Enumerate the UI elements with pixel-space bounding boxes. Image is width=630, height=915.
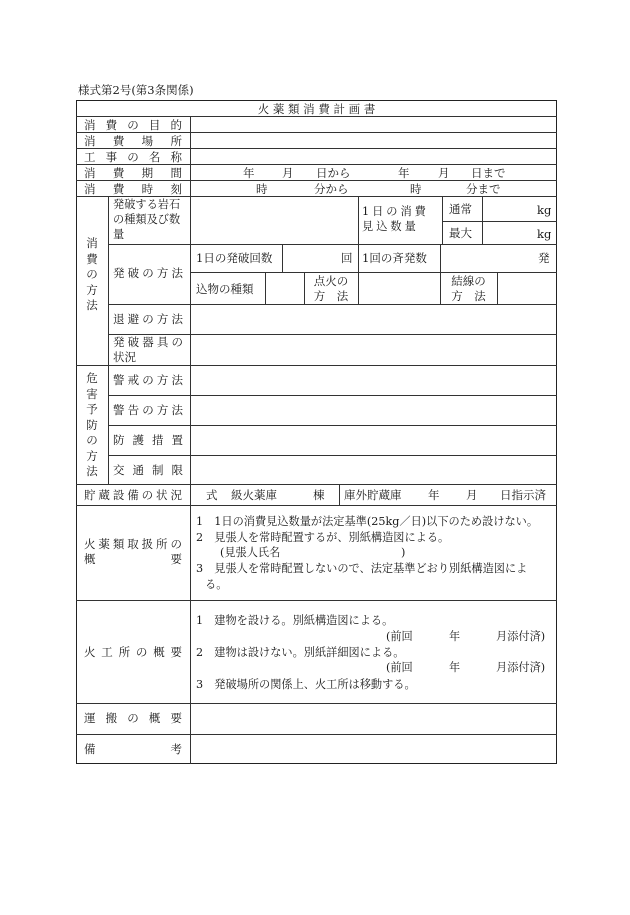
rule [108,455,557,456]
handling-item-1: 1 1日の消費見込数量が法定基準(25kg／日)以下のため設けない。 [196,515,539,528]
traffic-label: 交 通 制 限 [113,463,183,477]
rule [76,703,557,704]
handling-label-text: 概 要 [84,552,182,566]
ignition-method-label-2: 方 法 [313,289,349,303]
fire-item-2-prev: (前回 [386,661,413,674]
fire-item-1: 1 建物を設ける。別紙構造図による。 [196,614,394,627]
period-month-from: 月 [282,166,294,180]
equipment-label-2: 状況 [113,350,136,364]
method-group-label: 消費の方法 [86,236,98,312]
row-label-time: 消 費 時 刻 [84,182,182,196]
transport-label: 運 搬 の 概 要 [84,711,182,725]
time-hour-to: 時 [410,182,422,196]
rule [440,244,441,272]
fire-item-2-year: 年 [449,661,461,674]
rule [265,272,266,304]
rule [108,425,557,426]
charge-type-label: 込物の種類 [196,282,254,296]
form-number: 様式第2号(第3条関係) [78,83,194,97]
storage-grade: 級火薬庫 [231,488,277,502]
daily-blasts-label: 1日の発破回数 [196,251,273,265]
simul-blasts-label: 1回の斉発数 [362,251,427,265]
rule [76,180,557,181]
row-label-period: 消 費 期 間 [84,166,182,180]
rule [497,272,498,304]
hazard-group-label: 危害予防の方法 [86,371,98,478]
row-label-project: 工 事 の 名 称 [84,150,182,164]
time-hour-from: 時 [256,182,268,196]
evacuation-label: 退 避 の 方 法 [113,312,183,326]
handling-label: 火 薬 類 取 扱 所 の [84,537,182,551]
storage-day: 日指示済 [500,488,546,502]
rule [282,244,283,272]
fire-item-2-attached: 月添付済) [496,661,546,674]
rule [108,244,557,245]
handling-item-2: 2 見張人を常時配置するが、別紙構造図による。 [196,531,450,544]
remarks-label: 備 考 [84,742,182,756]
rule [358,272,359,304]
rule [108,395,557,396]
unit-kg: kg [537,203,552,217]
unit-kg: kg [537,227,552,241]
rule [76,505,557,506]
period-year-from: 年 [243,166,255,180]
normal-label: 通常 [449,202,472,216]
rock-type-label: 発破する岩石の種類及び数量 [113,198,181,241]
max-label: 最大 [449,226,472,240]
rule [482,196,483,244]
rule [76,484,557,485]
times-unit: 回 [341,251,353,265]
fire-item-1-attached: 月添付済) [496,630,546,643]
storage-month: 月 [466,488,478,502]
rule [76,116,557,117]
row-label-place: 消 費 場 所 [84,134,182,148]
fire-item-1-prev: (前回 [386,630,413,643]
handling-item-3-cont: る。 [205,578,228,591]
rule [442,196,443,244]
period-day-from: 日から [316,166,351,180]
wiring-method-label-2: 方 法 [451,289,486,303]
rule [76,734,557,735]
period-year-to: 年 [398,166,410,180]
daily-usage-label: 1日の消費見込数量 [362,205,429,233]
rule [108,304,557,305]
rule [358,244,359,272]
blast-method-label: 発 破 の 方 法 [113,266,183,280]
shots-unit: 発 [538,251,550,265]
protection-label: 防 護 措 置 [113,433,183,447]
handling-label-2 [84,552,182,566]
rule [76,600,557,601]
rule [190,272,557,273]
handling-item-3: 3 見張人を常時配置しないので、法定基準どおり別紙構造図によ [196,562,528,575]
period-month-to: 月 [438,166,450,180]
fire-item-2: 2 建物は設けない。別紙詳細図による。 [196,646,405,659]
storage-label: 貯 蔵 設 備 の 状 況 [84,488,182,502]
rule [76,132,557,133]
storage-building: 棟 [313,488,325,502]
warning-method-label: 警 告 の 方 法 [113,403,183,417]
ignition-method-label: 点火の [313,274,349,288]
rule [190,116,191,764]
fire-item-1-year: 年 [449,630,461,643]
storage-year: 年 [428,488,440,502]
rule [76,148,557,149]
handling-item-2-name: (見張人氏名 [220,546,281,559]
row-label-purpose: 消 費 の 目 的 [84,118,182,132]
rule [108,196,109,484]
period-day-to: 日まで [471,166,506,180]
guard-method-label: 警 戒 の 方 法 [113,373,183,387]
fire-workshop-label: 火 工 所 の 概 要 [84,645,182,659]
time-minute-from: 分から [314,182,349,196]
wiring-method-label: 結線の [451,274,486,288]
rule [339,484,340,505]
form-title: 火 薬 類 消 費 計 画 書 [257,102,376,116]
storage-style: 式 [206,488,218,502]
fire-item-3: 3 発破場所の関係上、火工所は移動する。 [196,678,416,691]
equipment-label: 発 破 器 具 の [113,335,183,349]
time-minute-to: 分まで [466,182,501,196]
handling-item-2-close: ) [401,546,406,559]
rule [76,365,557,366]
rule [358,196,359,244]
outside-storage-label: 庫外貯蔵庫 [344,488,402,502]
rule [76,164,557,165]
rule [442,221,557,222]
